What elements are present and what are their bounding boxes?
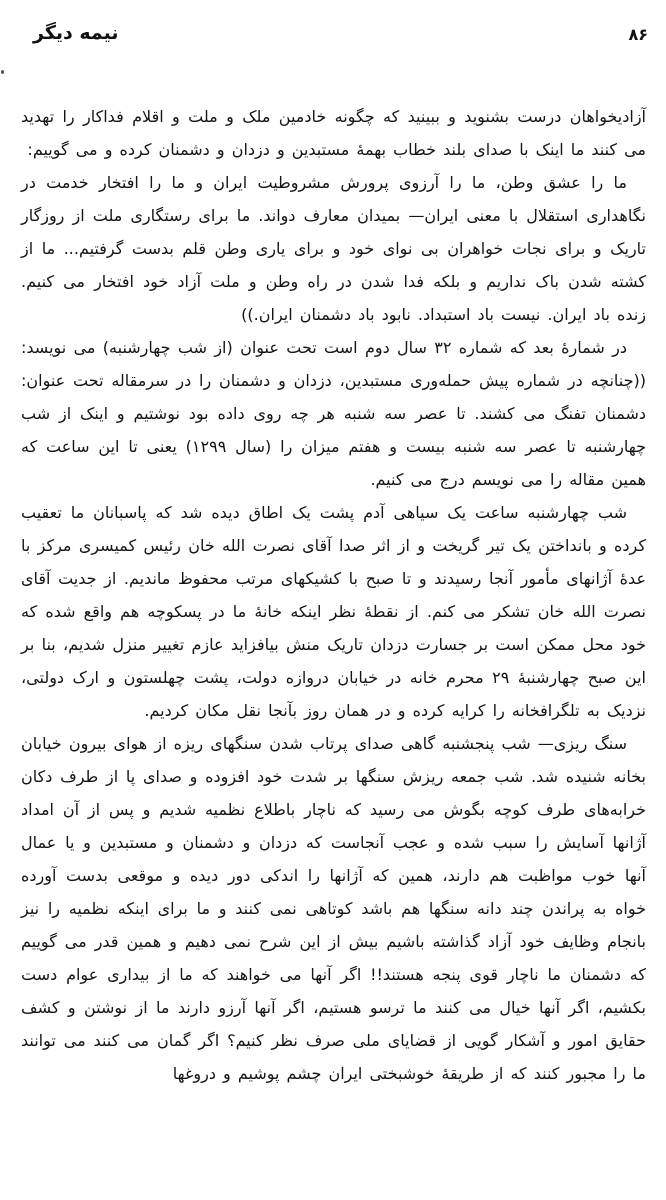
scan-artifact-speck (1, 70, 4, 74)
running-header (0, 0, 666, 60)
paragraph-2: ما را عشق وطن، ما را آرزوی پرورش مشروطیت ایران و ما را افتخار خدمت در نگاهداری استقلال با معنی ایران— بمیدان معارف دواند. ما برای رستگاری ملت از روزگار تاریک و برای نجات خواهران بی نوای خود و برای یاری وطن قلم بدست گرفتیم... ما از کشته شدن باک نداریم و بلکه فدا شدن در راه وطن و ملت آزاد خود افتخار می کنیم. زنده باد ایران. نیست باد استبداد. نابود باد دشمنان ایران.)) (21, 173, 646, 324)
paragraph-4: شب چهارشنبه ساعت یک سیاهی آدم پشت یک اطاق دیده شد که پاسبانان ما تعقیب کرده و بانداختن یک تیر گریخت و از اثر صدا آقای نصرت الله خان رئیس کمیسری مرکز با عدهٔ آژانهای مأمور آنجا رسیدند و تا صبح با کشیکهای مرتب محفوظ ماندیم. از جدیت آقای نصرت الله خان تشکر می کنم. از نقطهٔ نظر اینکه خانهٔ ما در پسکوچه هم واقع شده که خود محل ممکن است بر جسارت دزدان تاریک منش بیافزاید عازم تغییر منزل شدیم، بنا بر این صبح چهارشنبهٔ ۲۹ محرم خانه در خیابان دروازه دولت، پشت چهلستون و ارک دولتی، نزدیک به تلگرافخانه را کرایه کرده و در همان روز بآنجا نقل مکان کردیم. (21, 503, 646, 720)
page-number: ۸۶ (628, 25, 648, 44)
paragraph-3: در شمارهٔ بعد که شماره ۳۲ سال دوم است تحت عنوان (از شب چهارشنبه) می نویسد: ((چنانچه در شماره پیش حمله‌وری مستبدین، دزدان و دشمنان را در سرمقاله تحت عنوان: دشمنان تفنگ می کشند. تا عصر سه شنبه هر چه روی داده بود نوشتیم و اینک از شب چهارشنبه تا عصر سه شنبه بیست و هفتم میزان را (سال ۱۲۹۹) یعنی تا این ساعت که همین مقاله را می نویسم درج می کنیم. (21, 338, 646, 489)
publication-title: نیمه دیگر (33, 22, 119, 44)
paragraph-1: آزادیخواهان درست بشنوید و ببینید که چگونه خادمین ملک و ملت و اقلام فداکار را تهدید می کنند ما اینک با صدای بلند خطاب بهمهٔ مستبدین و دزدان و دشمنان کرده و می گوییم: (21, 107, 646, 159)
paragraph-5: سنگ ریزی— شب پنجشنبه گاهی صدای پرتاب شدن سنگهای ریزه از هوای بیرون خیابان بخانه شنیده شد. شب جمعه ریزش سنگها بر شدت خود افزوده و صدای پا از طرف دکان خرابه‌های طرف کوچه بگوش می رسید که ناچار باطلاع نظمیه شدیم و پس از آن امداد آژانها آسایش را سبب شده و عجب آنجاست که دزدان و دشمنان و مستبدین و یا عمال آنها خوب مواظبت هم دارند، همین که آژانها را اندکی دور دیده و موقعی بدست آورده خواه به پراندن چند دانه سنگها هم باشد کوتاهی نمی کنند و ما برای اینکه نظمیه را نیز بانجام وظایف خود آزاد گذاشته باشیم بیش از این شرح نمی دهیم و همین قدر می گوییم که دشمنان ما ناچار قوی پنجه هستند!! اگر آنها می خواهند که ما از بیداری عوام دست بکشیم، اگر آنها خیال می کنند ما ترسو هستیم، اگر آنها آرزو دارند ما از نوشتن و کشف حقایق امور و آشکار گویی از قضایای ملی صرف نظر کنیم؟ اگر گمان می کنند می توانند ما را مجبور کنند که از طریقهٔ خوشبختی ایران چشم پوشیم و دروغها (21, 734, 646, 1083)
article-text-body (21, 100, 646, 1090)
